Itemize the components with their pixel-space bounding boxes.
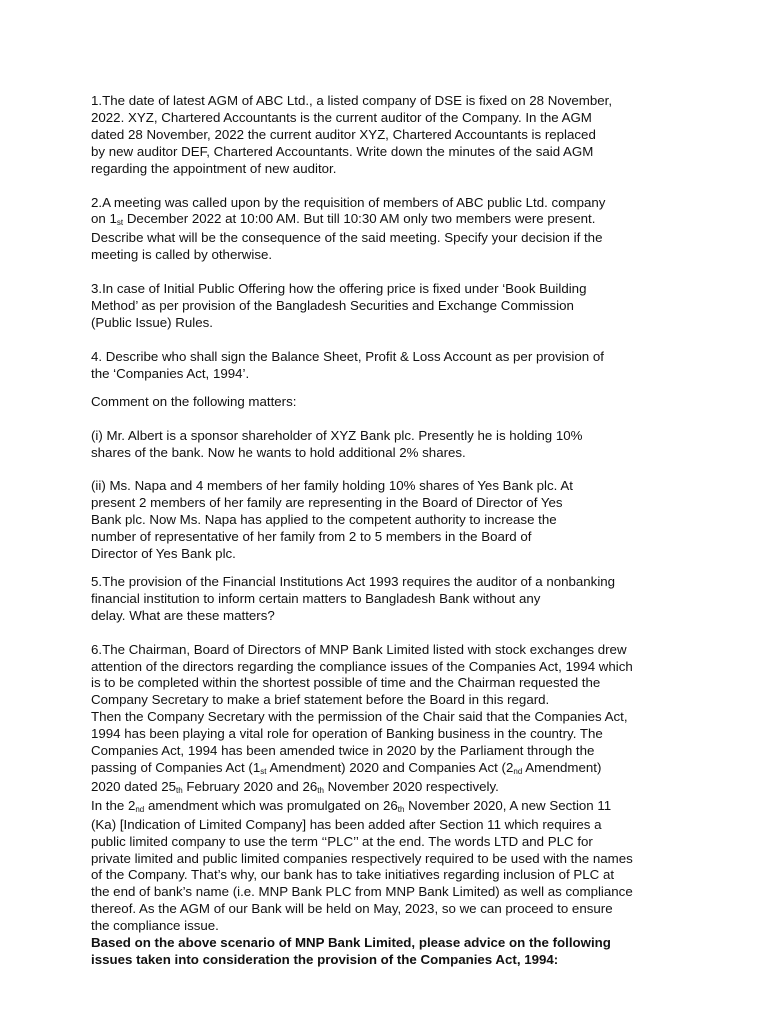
question-3-line: 3.In case of Initial Public Offering how the offering price is fixed under ‘Book Building (91, 281, 587, 297)
item-ii-line: present 2 members of her family are representing in the Board of Director of Yes (91, 495, 563, 511)
question-6-line (91, 779, 671, 798)
q6-text: February 2020 and 26 (182, 778, 318, 794)
question-6-line: private limited and public limited companies respectively required to be used with the names (91, 850, 633, 866)
question-6-line: (Ka) [Indication of Limited Company] has been added after Section 11 which requires a (91, 816, 602, 832)
question-6-line: the compliance issue. (91, 918, 219, 934)
q6-text: November 2020 respectively. (323, 778, 499, 794)
q2-ordinal: st (116, 218, 124, 228)
question-2-line: Describe what will be the consequence of the said meeting. Specify your decision if the (91, 230, 603, 246)
q6-ordinal: th (397, 804, 405, 814)
question-3 (91, 281, 671, 332)
q6-text: 2020 dated 25 (91, 778, 177, 794)
q2-text: on 1 (91, 211, 117, 227)
question-6-line (91, 798, 671, 817)
question-4-line: 4. Describe who shall sign the Balance Sheet, Profit & Loss Account as per provision of (91, 348, 604, 364)
item-ii-line: Bank plc. Now Ms. Napa has applied to the competent authority to increase the (91, 512, 557, 528)
question-1-line: 2022. XYZ, Chartered Accountants is the current auditor of the Company. In the AGM (91, 109, 592, 125)
item-ii (91, 478, 671, 563)
question-3-line: Method’ as per provision of the Bangladesh Securities and Exchange Commission (91, 298, 574, 314)
question-6-line (91, 760, 671, 779)
q6-text: amendment which was promulgated on 26 (144, 797, 398, 813)
question-2-line (91, 211, 671, 230)
document-page (91, 93, 671, 969)
question-4 (91, 349, 671, 383)
question-6-bold-line: Based on the above scenario of MNP Bank Limited, please advice on the following (91, 935, 611, 951)
question-6-line: of the Company. That’s why, our bank has to take initiatives regarding inclusion of PLC at (91, 867, 615, 883)
question-6-line: 1994 has been playing a vital role for operation of Banking business in the country. The (91, 726, 603, 742)
item-i-line: shares of the bank. Now he wants to hold additional 2% shares. (91, 444, 466, 460)
question-5-line: 5.The provision of the Financial Institutions Act 1993 requires the auditor of a nonbanking (91, 573, 616, 589)
question-1 (91, 93, 671, 178)
q6-ordinal: th (176, 785, 183, 795)
question-4-line: the ‘Companies Act, 1994’. (91, 365, 250, 381)
q6-text: November 2020, A new Section 11 (404, 797, 612, 813)
question-6-line: thereof. As the AGM of our Bank will be held on May, 2023, so we can proceed to ensure (91, 901, 613, 917)
question-1-line: regarding the appointment of new auditor. (91, 160, 337, 176)
question-6-line: Then the Company Secretary with the permission of the Chair said that the Companies Act, (91, 709, 628, 725)
q6-text: passing of Companies Act (1 (91, 760, 261, 775)
question-6 (91, 642, 671, 969)
question-6-line: attention of the directors regarding the compliance issues of the Companies Act, 1994 which (91, 658, 633, 674)
question-2-line: meeting is called by otherwise. (91, 247, 273, 263)
q6-text: In the 2 (91, 797, 136, 813)
q6-ordinal: st (260, 767, 267, 776)
question-6-line: Company Secretary to make a brief statement before the Board in this regard. (91, 692, 550, 708)
question-6-line: Companies Act, 1994 has been amended twice in 2020 by the Parliament through the (91, 743, 595, 759)
question-5-line: financial institution to inform certain matters to Bangladesh Bank without any (91, 590, 541, 606)
q6-text: Amendment) 2020 and Companies Act (2 (266, 760, 514, 775)
question-6-line: public limited company to use the term ‘‘PLC’’ at the end. The words LTD and PLC for (91, 833, 593, 849)
question-5 (91, 574, 671, 625)
question-6-line: 6.The Chairman, Board of Directors of MNP Bank Limited listed with stock exchanges drew (91, 641, 627, 657)
item-i-line: (i) Mr. Albert is a sponsor shareholder of XYZ Bank plc. Presently he is holding 10% (91, 427, 583, 443)
question-1-line: by new auditor DEF, Chartered Accountants. Write down the minutes of the said AGM (91, 143, 594, 159)
question-6-line: the end of bank’s name (i.e. MNP Bank PLC from MNP Bank Limited) as well as compliance (91, 884, 633, 900)
question-1-line: 1.The date of latest AGM of ABC Ltd., a listed company of DSE is fixed on 28 November, (91, 93, 613, 108)
question-2-line: 2.A meeting was called upon by the requisition of members of ABC public Ltd. company (91, 194, 606, 210)
q6-ordinal: nd (513, 767, 523, 776)
item-ii-line: (ii) Ms. Napa and 4 members of her family holding 10% shares of Yes Bank plc. At (91, 478, 573, 494)
question-3-line: (Public Issue) Rules. (91, 314, 213, 330)
item-i (91, 428, 671, 462)
question-6-bold-line: issues taken into consideration the provision of the Companies Act, 1994: (91, 951, 559, 967)
comment-heading (91, 394, 671, 411)
q6-ordinal: nd (135, 804, 145, 814)
item-ii-line: number of representative of her family from 2 to 5 members in the Board of (91, 529, 532, 545)
question-6-line: is to be completed within the shortest possible of time and the Chairman requested the (91, 675, 601, 691)
q6-text: Amendment) (522, 760, 602, 775)
question-5-line: delay. What are these matters? (91, 607, 275, 623)
q6-ordinal: th (317, 785, 324, 795)
comment-line: Comment on the following matters: (91, 393, 297, 409)
question-1-line: dated 28 November, 2022 the current auditor XYZ, Chartered Accountants is replaced (91, 126, 596, 142)
item-ii-line: Director of Yes Bank plc. (91, 546, 236, 562)
q2-text: December 2022 at 10:00 AM. But till 10:30 AM only two members were present. (123, 211, 596, 227)
question-2 (91, 195, 671, 265)
